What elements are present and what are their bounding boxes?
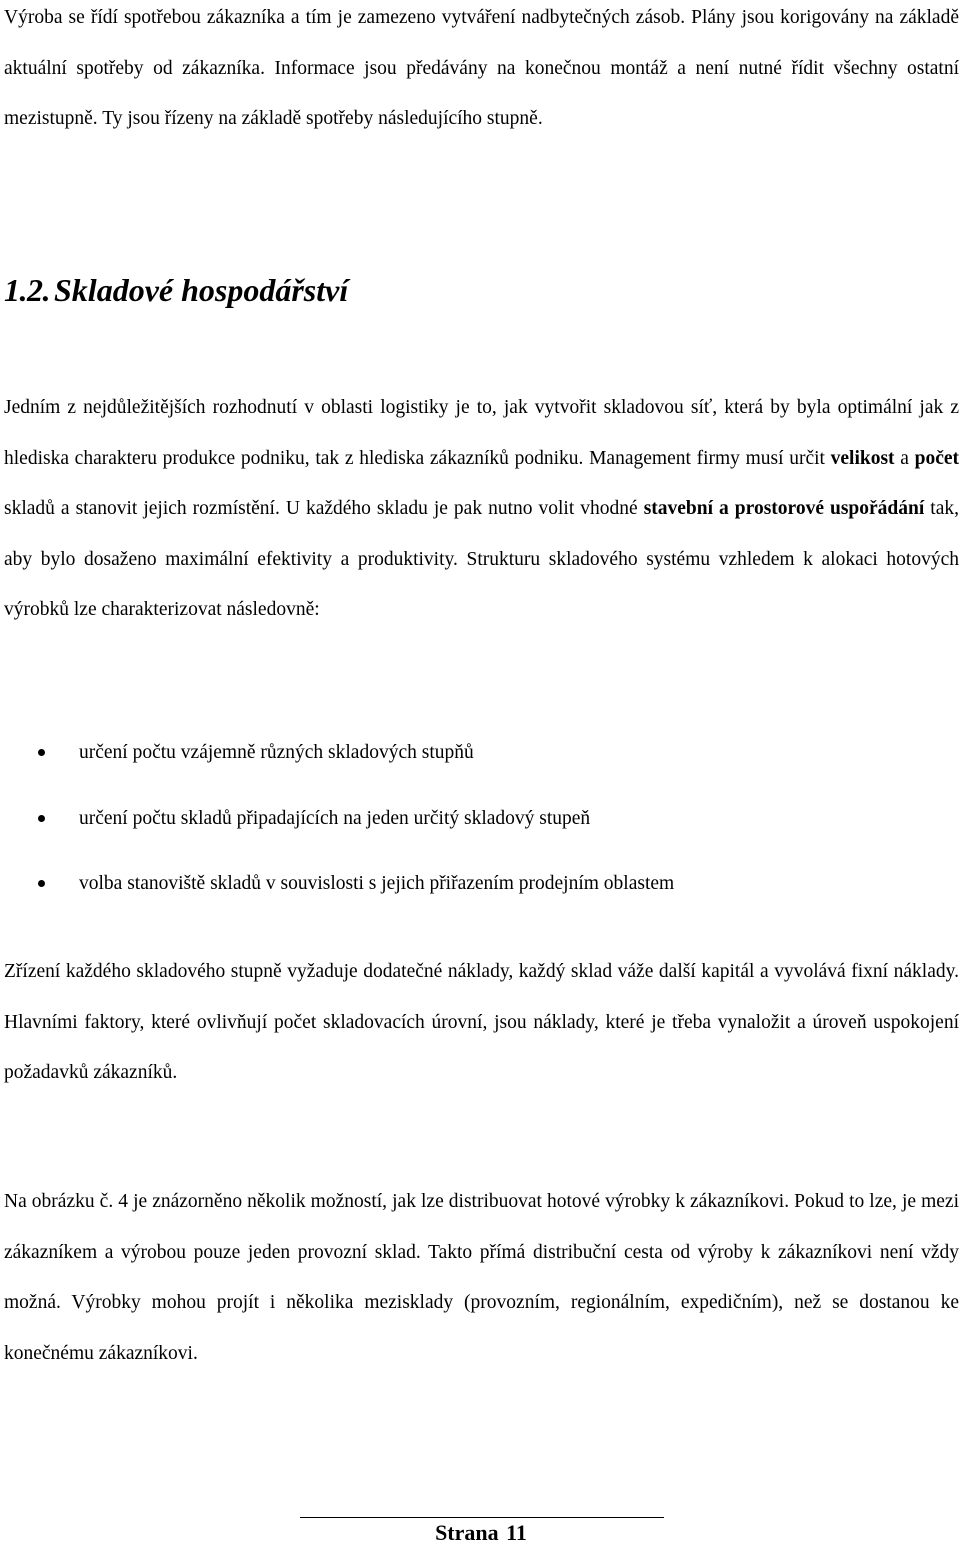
list-item-text: volba stanoviště skladů v souvislosti s jejich přiřazením prodejním oblastem: [79, 873, 675, 894]
bullet-dot-icon: [38, 880, 45, 887]
paragraph-warehouse-network: [4, 383, 959, 636]
bold-term-size: velikost: [830, 447, 895, 469]
list-item: [0, 856, 960, 922]
footer-divider: [300, 1517, 664, 1518]
paragraph-text: a: [894, 447, 915, 469]
bullet-dot-icon: [38, 749, 45, 756]
list-item: [0, 791, 960, 857]
paragraph-text: skladů a stanovit jejich rozmístění. U každého skladu je pak nutno volit vhodné: [4, 498, 644, 519]
bullet-list: [0, 725, 960, 922]
intro-paragraph: Výroba se řídí spotřebou zákazníka a tím je zamezeno vytváření nadbytečných zásob. Plány jsou korigovány na základě aktuální spotřeby od zákazníka. Informace jsou předávány na konečnou montáž a není nutné řídit všechny ostatní mezistupně. Ty jsou řízeny na základě spotřeby následujícího stupně.: [4, 7, 959, 129]
section-number: 1.2.: [4, 272, 50, 308]
bullet-dot-icon: [38, 815, 45, 822]
paragraph-costs: Zřízení každého skladového stupně vyžaduje dodatečné náklady, každý sklad váže další kapitál a vyvolává fixní náklady. Hlavními faktory, které ovlivňují počet skladovacích úrovní, jsou náklady, které je třeba vynaložit a úroveň uspokojení požadavků zákazníků.: [4, 961, 959, 1083]
paragraph-text: tak, aby bylo dosaženo maximální efektivity a produktivity. Strukturu skladového systému vzhledem k alokaci hotových výrobků lze charakterizovat následovně:: [4, 498, 960, 620]
bold-term-layout: stavební a prostorové uspořádání: [643, 498, 925, 519]
list-item: [0, 725, 960, 791]
section-title: Skladové hospodářství: [54, 272, 349, 308]
list-item-text: určení počtu vzájemně různých skladových stupňů: [79, 742, 474, 763]
paragraph-text: Jedním z nejdůležitějších rozhodnutí v oblasti logistiky je to, jak vytvořit skladovou síť, která by byla optimální jak z hlediska charakteru produkce podniku, tak z hlediska zákazníků podniku. Management firmy musí určit: [4, 397, 959, 469]
section-heading: [4, 272, 348, 309]
page-label: Strana: [435, 1520, 499, 1545]
bold-term-count: počet: [914, 447, 959, 469]
paragraph-distribution: Na obrázku č. 4 je znázorněno několik možností, jak lze distribuovat hotové výrobky k zákazníkovi. Pokud to lze, je mezi zákazníkem a výrobou pouze jeden provozní sklad. Takto přímá distribuční cesta od výroby k zákazníkovi není vždy možná. Výrobky mohou projít i několika mezisklady (provozním, regionálním, expedičním), než se dostanou ke konečnému zákazníkovi.: [4, 1191, 959, 1364]
page-number: 11: [506, 1520, 527, 1545]
page-footer: [0, 1519, 960, 1547]
list-item-text: určení počtu skladů připadajících na jeden určitý skladový stupeň: [79, 807, 591, 829]
